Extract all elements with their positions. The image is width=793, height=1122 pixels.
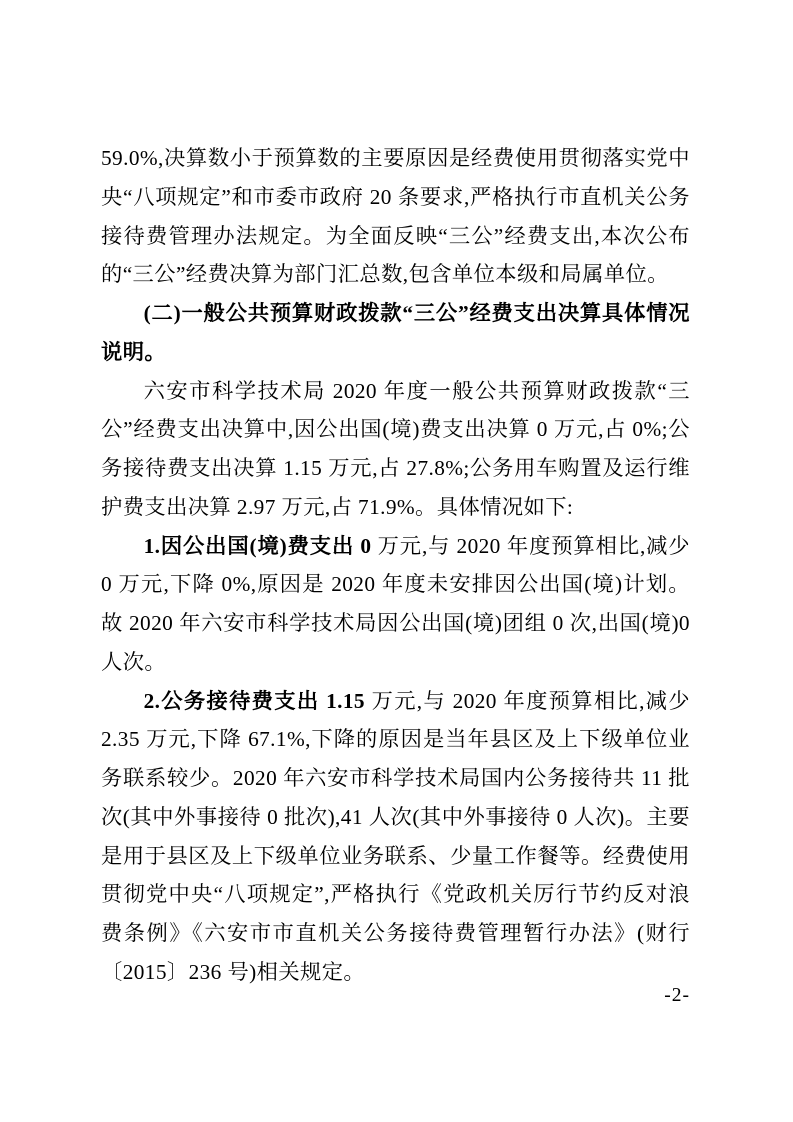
item-1-bold-lead: 1.因公出国(境)费支出 0 <box>143 533 372 558</box>
paragraph-item-2-reception-expense <box>101 682 690 992</box>
document-body <box>101 139 690 992</box>
page-number: -2- <box>664 985 690 1006</box>
section-heading-2: (二)一般公共预算财政拨款“三公”经费支出决算具体情况说明。 <box>101 301 690 364</box>
item-2-body-text: 万元,与 2020 年度预算相比,减少 2.35 万元,下降 67.1%,下降的原因是当年县区及上下级单位业务联系较少。2020 年六安市科学技术局国内公务接待共 11 批次(其中外事接待 0 批次),41 人次(其中外事接待 0 人次)。主要是用于县区及上下级单位业务联系、少量工作餐等。经费使用贯彻党中央“八项规定”,严格执行《党政机关厉行节约反对浪费条例》《六安市市直机关公务接待费管理暂行办法》(财行〔2015〕236 号)相关规定。 <box>101 688 690 984</box>
paragraph-item-1-abroad-expense <box>101 527 690 682</box>
paragraph-overview: 六安市科学技术局 2020 年度一般公共预算财政拨款“三公”经费支出决算中,因公出国(境)费支出决算 0 万元,占 0%;公务接待费支出决算 1.15 万元,占 27.8%;公务用车购置及运行维护费支出决算 2.97 万元,占 71.9%。具体情况如下: <box>101 378 690 519</box>
paragraph-continuation: 59.0%,决算数小于预算数的主要原因是经费使用贯彻落实党中央“八项规定”和市委市政府 20 条要求,严格执行市直机关公务接待费管理办法规定。为全面反映“三公”经费支出,本次公布的“三公”经费决算为部门汇总数,包含单位本级和局属单位。 <box>101 146 690 287</box>
item-1-body-text: 万元,与 2020 年度预算相比,减少 0 万元,下降 0%,原因是 2020 年度未安排因公出国(境)计划。故 2020 年六安市科学技术局因公出国(境)团组 0 次,出国(境)0 人次。 <box>101 533 691 674</box>
item-2-bold-lead: 2.公务接待费支出 1.15 <box>143 688 365 713</box>
